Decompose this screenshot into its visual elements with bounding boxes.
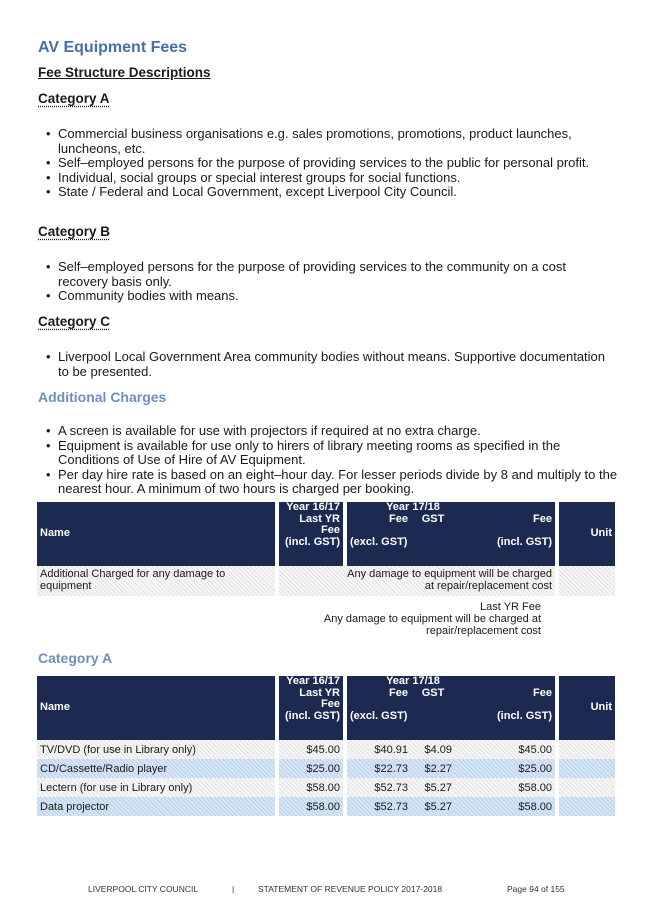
unit-header: Unit xyxy=(559,676,615,740)
name-column-header: Name xyxy=(37,502,275,566)
fee-incl-header: Fee (incl. GST) xyxy=(455,676,555,740)
additional-charges-heading: Additional Charges xyxy=(38,389,167,405)
damage-note: Last YR Fee Any damage to equipment will be charged at repair/replacement cost xyxy=(323,601,541,637)
row-name: Additional Charged for any damage to equipment xyxy=(37,566,275,596)
prev-year-header: Year 16/17 Last YR Fee (incl. GST) xyxy=(279,676,343,740)
fee-incl-header: Fee (incl. GST) xyxy=(455,502,555,566)
table-row: CD/Cassette/Radio player $25.00 $22.73 $2.27 $25.00 xyxy=(37,759,615,778)
table-row: TV/DVD (for use in Library only) $45.00 $40.91 $4.09 $45.00 xyxy=(37,740,615,759)
category-b-list xyxy=(44,260,619,304)
row-charge-text: Any damage to equipment will be charged at repair/replacement cost xyxy=(279,566,555,596)
category-c-list xyxy=(44,350,619,379)
list-item: • Per day hire rate is based on an eight–hour day. For lesser periods divide by 8 and multiply to the nearest hour. A minimum of two hours is charged per booking. xyxy=(44,468,619,497)
category-a-list xyxy=(44,127,619,200)
damage-fee-table xyxy=(37,502,615,596)
list-item: • Commercial business organisations e.g. sales promotions, promotions, product launches, luncheons, etc. xyxy=(44,127,619,156)
list-item: • State / Federal and Local Government, except Liverpool City Council. xyxy=(44,185,619,200)
category-a-table-heading: Category A xyxy=(38,650,113,666)
list-item: • Community bodies with means. xyxy=(44,289,619,304)
footer-document: STATEMENT OF REVENUE POLICY 2017-2018 xyxy=(258,884,443,894)
prev-year-header: Year 16/17 Last YR Fee (incl. GST) xyxy=(279,502,343,566)
additional-charges-list xyxy=(44,424,619,497)
category-a-heading: Category A xyxy=(38,91,110,106)
fee-excl-header: Fee (excl. GST) xyxy=(347,502,411,566)
category-b-heading: Category B xyxy=(38,224,111,239)
fee-structure-heading: Fee Structure Descriptions xyxy=(38,65,211,80)
footer-page-number: Page 94 of 155 xyxy=(507,884,565,894)
list-item: • Equipment is available for use only to hirers of library meeting rooms as specified in the Conditions of Use of Hire of AV Equipment. xyxy=(44,439,619,468)
footer-org: LIVERPOOL CITY COUNCIL xyxy=(88,884,199,894)
fee-excl-header: Fee (excl. GST) xyxy=(347,676,411,740)
list-item: • Self–employed persons for the purpose of providing services to the public for personal profit. xyxy=(44,156,619,171)
table-row: Lectern (for use in Library only) $58.00 $52.73 $5.27 $58.00 xyxy=(37,778,615,797)
gst-header: Year 17/18 GST xyxy=(411,502,455,566)
footer-separator: | xyxy=(232,884,235,894)
row-unit xyxy=(559,566,615,596)
name-column-header: Name xyxy=(37,676,275,740)
list-item: • Liverpool Local Government Area community bodies without means. Supportive documentation to be presented. xyxy=(44,350,619,379)
list-item: • A screen is available for use with projectors if required at no extra charge. xyxy=(44,424,619,439)
unit-header: Unit xyxy=(559,502,615,566)
table-row: Data projector $58.00 $52.73 $5.27 $58.00 xyxy=(37,797,615,816)
category-a-fee-table xyxy=(37,676,615,816)
list-item: • Individual, social groups or special interest groups for social functions. xyxy=(44,171,619,186)
page-title: AV Equipment Fees xyxy=(38,39,188,56)
gst-header: Year 17/18 GST xyxy=(411,676,455,740)
table-row xyxy=(37,566,615,596)
category-c-heading: Category C xyxy=(38,314,111,329)
list-item: • Self–employed persons for the purpose of providing services to the community on a cost recovery basis only. xyxy=(44,260,619,289)
